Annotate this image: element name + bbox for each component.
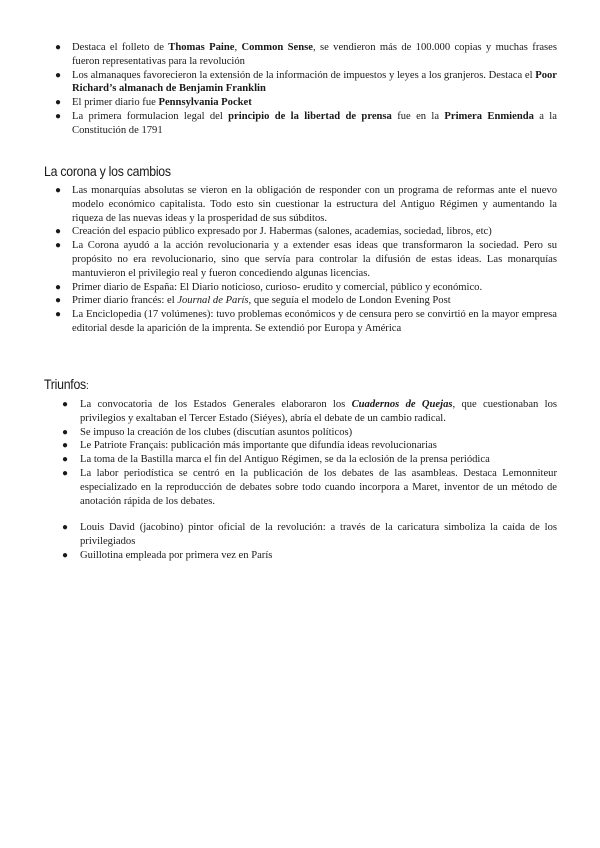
- corona-list: [55, 184, 557, 336]
- bullet-icon: ●: [55, 185, 62, 196]
- bullet-icon: ●: [62, 454, 69, 466]
- triunfos-list: [62, 398, 558, 563]
- list-item: ● La Corona ayudó a la acción revolucionaria y a extender esas ideas que transformaron la sociedad. Pero su propósito no era revolucionario, sino que servía para controlar la difusión de estas ideas. Las monarquías mantuvieron el privilegio real y fueron concediendo algunas licencias.: [55, 240, 557, 279]
- list-item: ● Los almanaques favorecieron la extensión de la información de impuestos y leyes a los granjeros. Destaca el Poor Richard’s almanach de Benjamin Franklin: [55, 69, 557, 95]
- list-item: ● La Enciclopedia (17 volúmenes): tuvo problemas económicos y de censura pero se convirtió en la mayor empresa editorial desde la aparición de la imprenta. Se extendió por Europa y América: [55, 309, 557, 334]
- bold-text: Pennsylvania Pocket: [158, 97, 252, 109]
- list-item: ● La convocatoria de los Estados Generales elaboraron los Cuadernos de Quejas, que cuestionaban los privilegios y exaltaban el Tercer Estado (Siéyes), abría el debate de un cambio radical.: [62, 399, 558, 424]
- bullet-icon: ●: [55, 69, 62, 81]
- bold-text: Primera Enmienda: [444, 110, 534, 122]
- bold-text: Common Sense: [241, 42, 313, 53]
- list-item: ● La primera formulacion legal del principio de la libertad de prensa fue en la Primera Enmienda a la Constitución de 1791: [55, 110, 557, 136]
- bullet-icon: ●: [55, 97, 62, 109]
- bullet-icon: ●: [62, 522, 69, 534]
- section-heading-triunfos: Triunfos:: [44, 376, 89, 392]
- list-item: ● Destaca el folleto de Thomas Paine, Common Sense, se vendieron más de 100.000 copias y muchas frases fueron representativas para la revolución: [55, 42, 558, 67]
- bullet-icon: ●: [55, 281, 62, 293]
- bullet-icon: ●: [55, 295, 62, 307]
- bullet-icon: ●: [55, 110, 62, 122]
- bullet-icon: ●: [62, 549, 69, 561]
- bold-italic-text: Cuadernos de Quejas: [351, 399, 453, 410]
- section-heading-corona: La corona y los cambios: [44, 163, 171, 179]
- list-item: ● Louis David (jacobino) pintor oficial de la revolución: a través de la caricatura simboliza la caída de los privilegiados: [62, 522, 557, 548]
- bullet-icon: ●: [62, 399, 69, 410]
- list-item: ● Le Patriote Français: publicación más importante que difundía ideas revolucionarias: [62, 440, 437, 452]
- bullet-icon: ●: [55, 309, 62, 321]
- bullet-icon: ●: [62, 440, 69, 452]
- list-item: ● Primer diario de España: El Diario noticioso, curioso- erudito y comercial, público y económico.: [55, 281, 483, 293]
- italic-text: Journal de París: [177, 295, 249, 307]
- bullet-icon: ●: [55, 226, 62, 238]
- bold-text: principio de la libertad de prensa: [228, 110, 392, 122]
- bullet-icon: ●: [55, 240, 62, 252]
- list-item: ● Creación del espacio público expresado por J. Habermas (salones, academias, sociedad, libros, etc): [55, 226, 492, 238]
- bullet-icon: ●: [55, 42, 62, 53]
- intro-list: [55, 41, 558, 138]
- list-item: ● La toma de la Bastilla marca el fin del Antiguo Régimen, se da la eclosión de la prensa periódica: [62, 454, 490, 466]
- list-item: ● Las monarquías absolutas se vieron en la obligación de responder con un programa de reformas ante el nuevo modelo económico capitalista. Todo esto sin cuestionar la estructura del Antiguo Régimen y aumentando la riqueza de las nuevas ideas y la prosperidad de sus súbditos.: [55, 185, 557, 224]
- list-item: ● Primer diario francés: el Journal de París, que seguía el modelo de London Evening Post: [55, 295, 451, 307]
- bullet-icon: ●: [62, 467, 69, 479]
- bold-text: Poor Richard’s almanach de Benjamin Franklin: [72, 69, 557, 95]
- bullet-icon: ●: [62, 426, 69, 438]
- list-item: ● El primer diario fue Pennsylvania Pocket: [55, 97, 252, 109]
- list-item: ● Guillotina empleada por primera vez en París: [62, 549, 273, 561]
- list-item: ● La labor periodística se centró en la publicación de los debates de las asambleas. Destaca Lemonniteur especializado en la reproducción de debates sobre todo cuando incorpora a Maret, inventor de un método de anotación rápida de los debates.: [62, 467, 557, 507]
- bold-text: Thomas Paine: [168, 42, 235, 53]
- list-item: ● Se impuso la creación de los clubes (discutían asuntos políticos): [62, 426, 353, 438]
